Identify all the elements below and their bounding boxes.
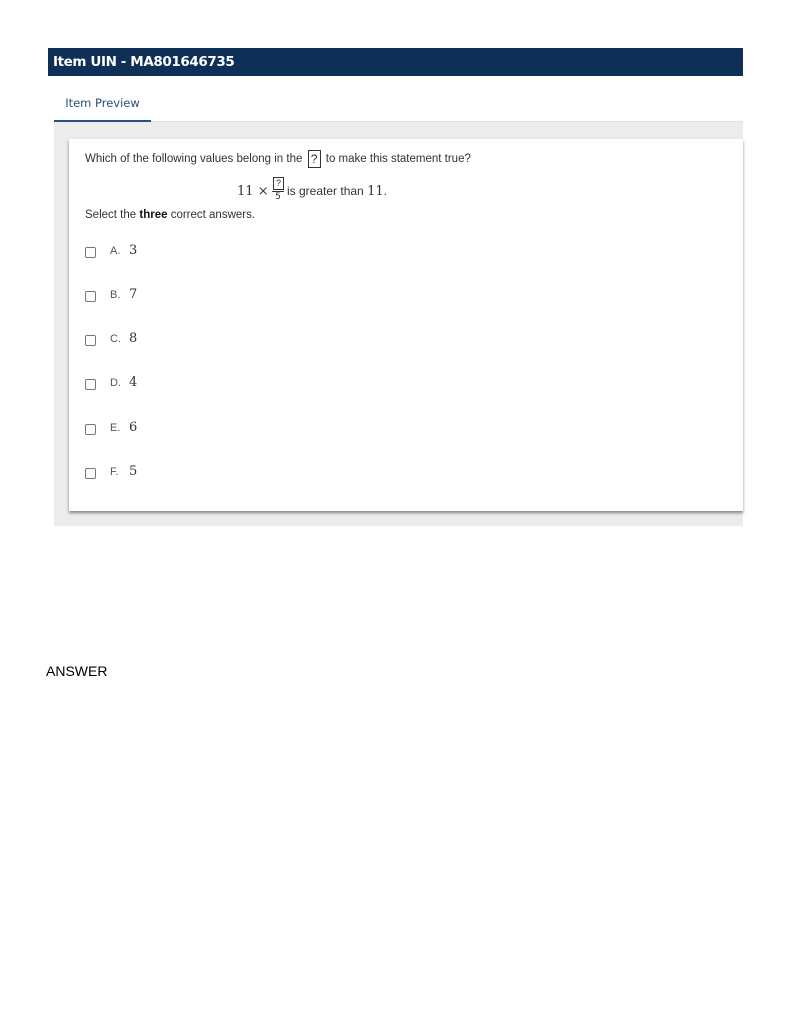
equation-text: is greater than xyxy=(287,184,364,198)
option-value: 4 xyxy=(129,375,138,390)
fraction-denominator: 5 xyxy=(275,192,281,202)
checkbox[interactable] xyxy=(85,247,96,258)
checkbox[interactable] xyxy=(85,335,96,346)
placeholder-box: ? xyxy=(308,150,321,168)
times-symbol: × xyxy=(257,184,269,199)
option-value: 8 xyxy=(129,331,138,346)
equation-relation xyxy=(287,184,387,199)
fraction-placeholder-box: ? xyxy=(273,177,284,190)
equation-left-operand: 11 × xyxy=(237,184,269,199)
option-letter: D. xyxy=(110,377,121,389)
option-letter: A. xyxy=(110,245,121,257)
equation-period: . xyxy=(383,184,387,198)
item-header-bar xyxy=(48,48,743,76)
question-text-before: Which of the following values belong in the xyxy=(85,153,303,165)
option-value: 7 xyxy=(129,287,138,302)
option-value: 5 xyxy=(129,464,138,479)
question-text-after: to make this statement true? xyxy=(325,153,471,165)
option-value: 6 xyxy=(129,420,138,435)
equation-right-operand: 11 xyxy=(367,184,384,199)
checkbox[interactable] xyxy=(85,468,96,479)
question-card xyxy=(69,139,743,511)
tab-strip xyxy=(54,87,743,122)
option-letter: E. xyxy=(110,422,121,434)
instruction-before: Select the xyxy=(85,209,137,221)
option-letter: B. xyxy=(110,289,121,301)
instruction-after: correct answers. xyxy=(170,209,256,221)
question-stem xyxy=(85,149,471,169)
item-title: Item UIN - MA801646735 xyxy=(53,54,235,70)
checkbox[interactable] xyxy=(85,379,96,390)
option-letter: C. xyxy=(110,333,121,345)
instruction-bold: three xyxy=(139,209,168,221)
checkbox[interactable] xyxy=(85,291,96,302)
tab-item-preview-label: Item Preview xyxy=(65,96,140,110)
checkbox[interactable] xyxy=(85,424,96,435)
answer-heading: ANSWER xyxy=(46,663,108,679)
equation-fraction xyxy=(272,177,284,203)
option-letter: F. xyxy=(110,466,119,478)
tab-item-preview[interactable] xyxy=(54,87,151,122)
answer-instruction xyxy=(85,209,255,221)
option-value: 3 xyxy=(129,243,138,258)
